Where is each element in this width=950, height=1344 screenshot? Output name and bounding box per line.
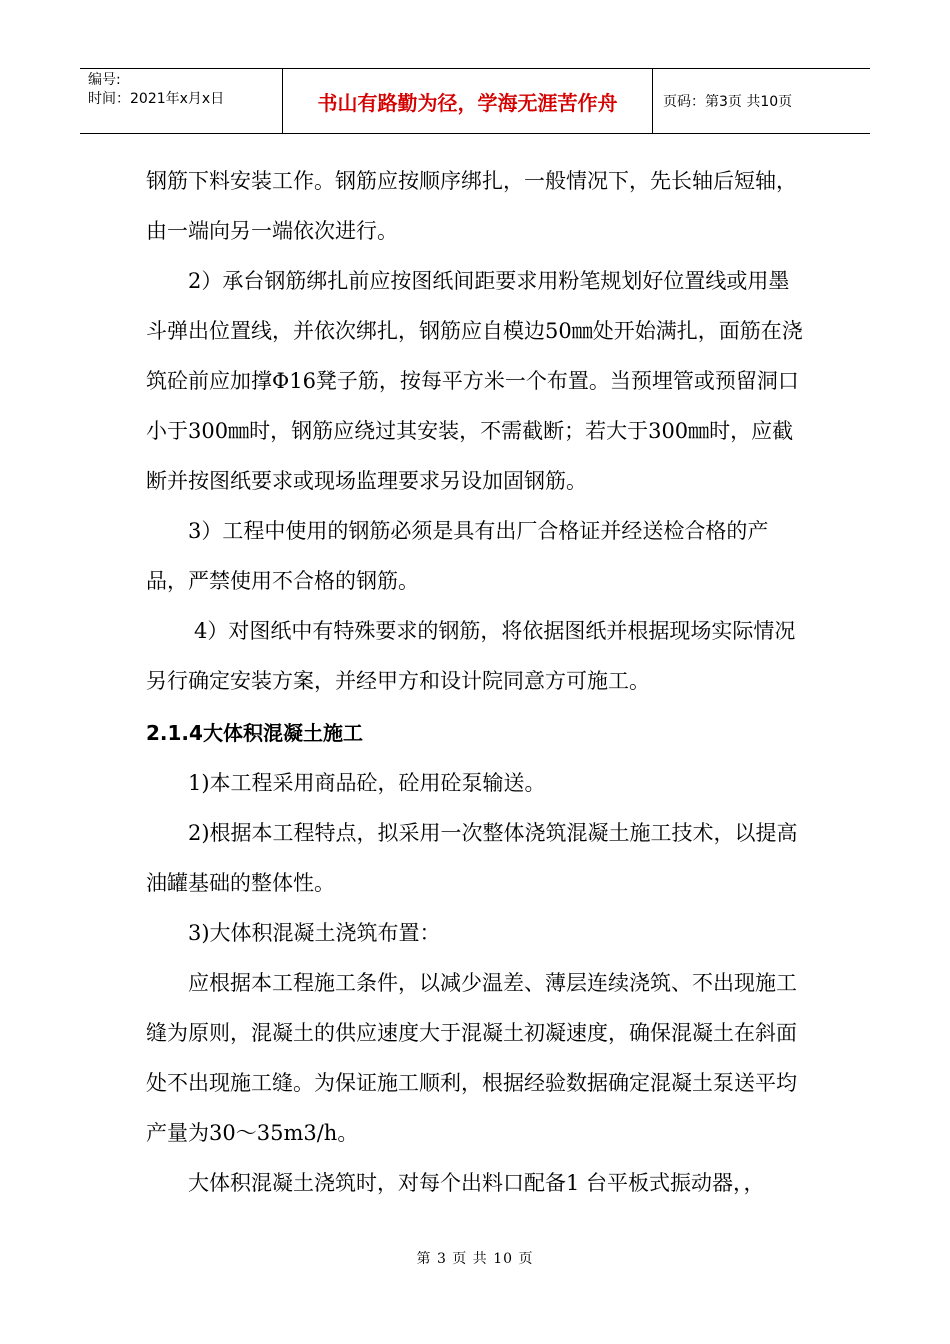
body-section-bottom: [146, 758, 810, 1208]
paragraph: 2）承台钢筋绑扎前应按图纸间距要求用粉笔规划好位置线或用墨斗弹出位置线，并依次绑扎，钢筋应自模边50㎜处开始满扎，面筋在浇筑砼前应加撑Φ16凳子筋，按每平方米一个布置。当预埋管或预留洞口小于300㎜时，钢筋应绕过其安装，不需截断；若大于300㎜时，应截断并按图纸要求或现场监理要求另设加固钢筋。: [146, 269, 803, 493]
header-motto: 书山有路勤为径，学海无涯苦作舟: [283, 69, 653, 133]
paragraph: 2)根据本工程特点，拟采用一次整体浇筑混凝土施工技术，以提高油罐基础的整体性。: [146, 821, 798, 895]
paragraph: 4）对图纸中有特殊要求的钢筋，将依据图纸并根据现场实际情况另行确定安装方案，并经甲方和设计院同意方可施工。: [146, 619, 796, 693]
paragraph: 钢筋下料安装工作。钢筋应按顺序绑扎，一般情况下，先长轴后短轴，由一端向另一端依次进行。: [146, 169, 797, 243]
page-footer: 第 3 页 共 10 页: [416, 1251, 534, 1267]
paragraph: 大体积混凝土浇筑时，对每个出料口配备1 台平板式振动器，，: [188, 1171, 765, 1195]
header-page-info: 页码：第3页 共10页: [663, 94, 793, 110]
paragraph: 1)本工程采用商品砼，砼用砼泵输送。: [188, 771, 546, 795]
paragraph: 3）工程中使用的钢筋必须是具有出厂合格证并经送检合格的产品，严禁使用不合格的钢筋。: [146, 519, 769, 593]
body-section-top: [146, 156, 810, 706]
page-header: [80, 68, 870, 134]
paragraph: 应根据本工程施工条件，以减少温差、薄层连续浇筑、不出现施工缝为原则，混凝土的供应速度大于混凝土初凝速度，确保混凝土在斜面处不出现施工缝。为保证施工顺利，根据经验数据确定混凝土泵送平均产量为30～35m3/h。: [146, 971, 797, 1145]
document-time-label: 时间：2021年x月x日: [88, 91, 225, 107]
section-heading: 2.1.4大体积混凝土施工: [146, 721, 363, 745]
document-number-label: 编号:: [88, 72, 121, 88]
paragraph: 3)大体积混凝土浇筑布置：: [188, 921, 441, 945]
header-meta: [80, 69, 283, 133]
